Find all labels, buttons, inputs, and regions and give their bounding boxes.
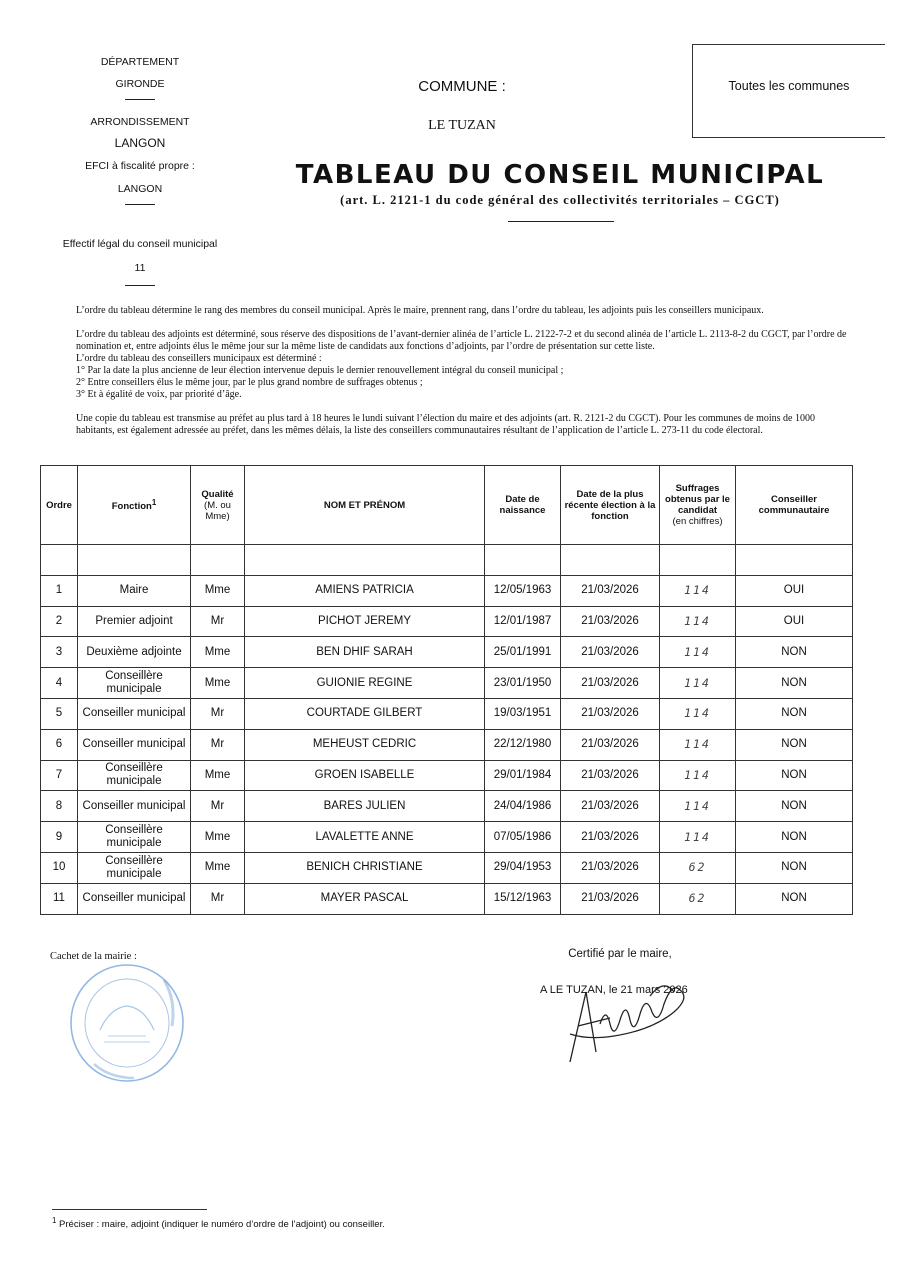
cell-communautaire: OUI xyxy=(736,575,853,606)
cell-suffrages: 114 xyxy=(660,668,736,699)
cell-qualite: Mr xyxy=(191,791,245,822)
header-suffrages-sub: (en chiffres) xyxy=(672,516,723,527)
gap-cell xyxy=(485,545,561,576)
mairie-seal-stamp xyxy=(66,960,188,1086)
table-row xyxy=(41,760,853,791)
cell-election: 21/03/2026 xyxy=(561,822,660,853)
cell-election: 21/03/2026 xyxy=(561,606,660,637)
department-label: DÉPARTEMENT xyxy=(100,56,180,68)
header-fonction xyxy=(78,466,191,545)
gap-cell xyxy=(245,545,485,576)
cell-suffrages: 114 xyxy=(660,822,736,853)
cell-nom: AMIENS PATRICIA xyxy=(245,575,485,606)
cell-fonction: Maire xyxy=(78,575,191,606)
cell-suffrages: 62 xyxy=(660,852,736,883)
council-table xyxy=(40,465,853,915)
cell-ordre: 2 xyxy=(41,606,78,637)
seal-graphic xyxy=(71,965,183,1081)
cell-fonction: Conseillère municipale xyxy=(78,852,191,883)
footnote-text: Préciser : maire, adjoint (indiquer le numéro d’ordre de l’adjoint) ou conseiller. xyxy=(59,1219,385,1231)
efci-name: LANGON xyxy=(117,183,163,195)
cell-communautaire: NON xyxy=(736,698,853,729)
table-row xyxy=(41,575,853,606)
cell-naissance: 12/01/1987 xyxy=(485,606,561,637)
cell-qualite: Mme xyxy=(191,637,245,668)
cell-ordre: 10 xyxy=(41,852,78,883)
cell-naissance: 25/01/1991 xyxy=(485,637,561,668)
cell-ordre: 9 xyxy=(41,822,78,853)
cell-nom: GROEN ISABELLE xyxy=(245,760,485,791)
header-fonction-footnote-mark: 1 xyxy=(151,498,157,508)
cell-communautaire: NON xyxy=(736,791,853,822)
signature-graphic xyxy=(570,986,684,1062)
intro-paragraph-5: 2° Entre conseillers élus le même jour, par le plus grand nombre de suffrages obtenus ; xyxy=(76,377,423,388)
cell-communautaire: NON xyxy=(736,883,853,914)
cell-qualite: Mr xyxy=(191,698,245,729)
intro-paragraph-4: 1° Par la date la plus ancienne de leur élection intervenue depuis le dernier renouvellement intégral du conseil municipal ; xyxy=(76,365,564,376)
effectif-label: Effectif légal du conseil municipal xyxy=(62,238,218,250)
effectif-value: 11 xyxy=(134,262,146,274)
cell-naissance: 07/05/1986 xyxy=(485,822,561,853)
certification-label: Certifié par le maire, xyxy=(568,948,672,960)
header-communautaire: Conseiller communautaire xyxy=(736,466,853,545)
footnote-mark: 1 xyxy=(52,1216,57,1225)
commune-category-text: Toutes les communes xyxy=(728,79,850,93)
header-ordre: Ordre xyxy=(41,466,78,545)
intro-paragraph-1: L’ordre du tableau détermine le rang des membres du conseil municipal. Après le maire, prennent rang, dans l’ordre du tableau, les adjoints puis les conseillers municipaux. xyxy=(76,305,764,316)
cell-nom: BARES JULIEN xyxy=(245,791,485,822)
cell-election: 21/03/2026 xyxy=(561,729,660,760)
cell-naissance: 29/01/1984 xyxy=(485,760,561,791)
intro-paragraph-7: Une copie du tableau est transmise au préfet au plus tard à 18 heures le lundi suivant l’élection du maire et des adjoints (art. R. 2121-2 du CGCT). Pour les communes de moins de 1000 habitants, est également adressée au préfet, dans les mêmes délais, la liste des conseillers communautaires résultant de l’application de l’article L. 273-11 du code électoral. xyxy=(76,413,815,436)
effectif-block xyxy=(55,238,225,286)
cell-election: 21/03/2026 xyxy=(561,791,660,822)
cell-fonction: Conseiller municipal xyxy=(78,883,191,914)
cell-election: 21/03/2026 xyxy=(561,668,660,699)
header-gap-row xyxy=(41,545,853,576)
cell-naissance: 29/04/1953 xyxy=(485,852,561,883)
cell-ordre: 7 xyxy=(41,760,78,791)
arrondissement-name: LANGON xyxy=(114,136,166,150)
cell-ordre: 4 xyxy=(41,668,78,699)
cell-nom: LAVALETTE ANNE xyxy=(245,822,485,853)
cell-qualite: Mr xyxy=(191,883,245,914)
commune-label: COMMUNE : xyxy=(418,78,506,95)
table-row xyxy=(41,668,853,699)
cell-ordre: 6 xyxy=(41,729,78,760)
table-row xyxy=(41,852,853,883)
divider xyxy=(125,285,155,286)
left-header xyxy=(55,56,225,205)
cell-fonction: Premier adjoint xyxy=(78,606,191,637)
cell-qualite: Mme xyxy=(191,668,245,699)
cell-communautaire: NON xyxy=(736,668,853,699)
page-subtitle: (art. L. 2121-1 du code général des collectivités territoriales – CGCT) xyxy=(340,193,780,207)
mayor-signature xyxy=(552,966,722,1066)
header-suffrages-label: Suffrages obtenus par le candidat xyxy=(665,483,730,516)
commune-category-box xyxy=(692,44,885,138)
cell-fonction: Conseillère municipale xyxy=(78,668,191,699)
cell-nom: BENICH CHRISTIANE xyxy=(245,852,485,883)
header-fonction-label: Fonction xyxy=(111,501,152,513)
cell-naissance: 12/05/1963 xyxy=(485,575,561,606)
cell-qualite: Mme xyxy=(191,575,245,606)
header-suffrages xyxy=(660,466,736,545)
place-and-date: A LE TUZAN, le 21 mars 2026 xyxy=(540,984,688,996)
cell-suffrages: 114 xyxy=(660,760,736,791)
cell-suffrages: 114 xyxy=(660,729,736,760)
table-row xyxy=(41,606,853,637)
table-row xyxy=(41,883,853,914)
cell-nom: BEN DHIF SARAH xyxy=(245,637,485,668)
gap-cell xyxy=(660,545,736,576)
cell-communautaire: NON xyxy=(736,852,853,883)
cell-ordre: 1 xyxy=(41,575,78,606)
header-qualite-label: Qualité xyxy=(201,488,234,500)
cell-fonction: Conseillère municipale xyxy=(78,822,191,853)
table-row xyxy=(41,637,853,668)
cell-naissance: 22/12/1980 xyxy=(485,729,561,760)
department-name: GIRONDE xyxy=(115,78,165,90)
table-row xyxy=(41,698,853,729)
intro-text xyxy=(46,305,854,437)
cell-nom: GUIONIE REGINE xyxy=(245,668,485,699)
footnote xyxy=(52,1216,385,1230)
cell-fonction: Deuxième adjointe xyxy=(78,637,191,668)
intro-paragraph-3: L’ordre du tableau des conseillers municipaux est déterminé : xyxy=(76,353,322,364)
cell-election: 21/03/2026 xyxy=(561,760,660,791)
cell-communautaire: NON xyxy=(736,822,853,853)
gap-cell xyxy=(191,545,245,576)
arrondissement-label: ARRONDISSEMENT xyxy=(90,116,190,128)
efci-label: EFCI à fiscalité propre : xyxy=(85,160,195,172)
cell-nom: COURTADE GILBERT xyxy=(245,698,485,729)
cell-suffrages: 114 xyxy=(660,575,736,606)
cell-ordre: 8 xyxy=(41,791,78,822)
title-underline xyxy=(508,221,614,222)
cell-fonction: Conseiller municipal xyxy=(78,791,191,822)
table-row xyxy=(41,822,853,853)
cell-ordre: 11 xyxy=(41,883,78,914)
header-election: Date de la plus récente élection à la fonction xyxy=(561,466,660,545)
header-qualite xyxy=(191,466,245,545)
cell-election: 21/03/2026 xyxy=(561,852,660,883)
cell-qualite: Mme xyxy=(191,822,245,853)
cell-naissance: 19/03/1951 xyxy=(485,698,561,729)
commune-name: LE TUZAN xyxy=(428,118,496,133)
cell-qualite: Mr xyxy=(191,729,245,760)
cell-suffrages: 114 xyxy=(660,791,736,822)
cell-fonction: Conseiller municipal xyxy=(78,698,191,729)
cachet-label: Cachet de la mairie : xyxy=(50,951,137,962)
cell-nom: MEHEUST CEDRIC xyxy=(245,729,485,760)
cell-nom: PICHOT JEREMY xyxy=(245,606,485,637)
cell-communautaire: OUI xyxy=(736,606,853,637)
table-header-row xyxy=(41,466,853,545)
header-nom: NOM ET PRÉNOM xyxy=(245,466,485,545)
gap-cell xyxy=(736,545,853,576)
cell-qualite: Mme xyxy=(191,760,245,791)
cell-election: 21/03/2026 xyxy=(561,575,660,606)
cell-communautaire: NON xyxy=(736,729,853,760)
cell-qualite: Mr xyxy=(191,606,245,637)
divider xyxy=(125,204,155,205)
cell-qualite: Mme xyxy=(191,852,245,883)
header-naissance: Date de naissance xyxy=(485,466,561,545)
cell-fonction: Conseillère municipale xyxy=(78,760,191,791)
cell-communautaire: NON xyxy=(736,637,853,668)
cell-naissance: 15/12/1963 xyxy=(485,883,561,914)
cell-suffrages: 114 xyxy=(660,606,736,637)
cell-ordre: 5 xyxy=(41,698,78,729)
divider xyxy=(125,99,155,100)
cell-communautaire: NON xyxy=(736,760,853,791)
cell-suffrages: 114 xyxy=(660,698,736,729)
cell-election: 21/03/2026 xyxy=(561,637,660,668)
cell-naissance: 23/01/1950 xyxy=(485,668,561,699)
cell-election: 21/03/2026 xyxy=(561,698,660,729)
table-row xyxy=(41,791,853,822)
cell-ordre: 3 xyxy=(41,637,78,668)
cell-naissance: 24/04/1986 xyxy=(485,791,561,822)
page-title: TABLEAU DU CONSEIL MUNICIPAL xyxy=(295,160,825,190)
intro-paragraph-2: L’ordre du tableau des adjoints est déterminé, sous réserve des dispositions de l’avant-dernier alinéa de l’article L. 2122-7-2 et du second alinéa de l’article L. 2113-8-2 du CGCT, par l’ordre de nomination et, entre adjoints élus le même jour sur la même liste de candidats aux fonctions d’adjoints, par l’ordre de présentation sur cette liste. xyxy=(76,329,847,352)
header-qualite-sub: (M. ou Mme) xyxy=(204,499,231,522)
gap-cell xyxy=(561,545,660,576)
table-row xyxy=(41,729,853,760)
council-table-body xyxy=(41,575,853,914)
intro-paragraph-6: 3° Et à égalité de voix, par priorité d’âge. xyxy=(76,389,242,400)
cell-suffrages: 62 xyxy=(660,883,736,914)
cell-election: 21/03/2026 xyxy=(561,883,660,914)
gap-cell xyxy=(41,545,78,576)
cell-fonction: Conseiller municipal xyxy=(78,729,191,760)
gap-cell xyxy=(78,545,191,576)
cell-nom: MAYER PASCAL xyxy=(245,883,485,914)
cell-suffrages: 114 xyxy=(660,637,736,668)
footnote-divider xyxy=(52,1209,207,1210)
